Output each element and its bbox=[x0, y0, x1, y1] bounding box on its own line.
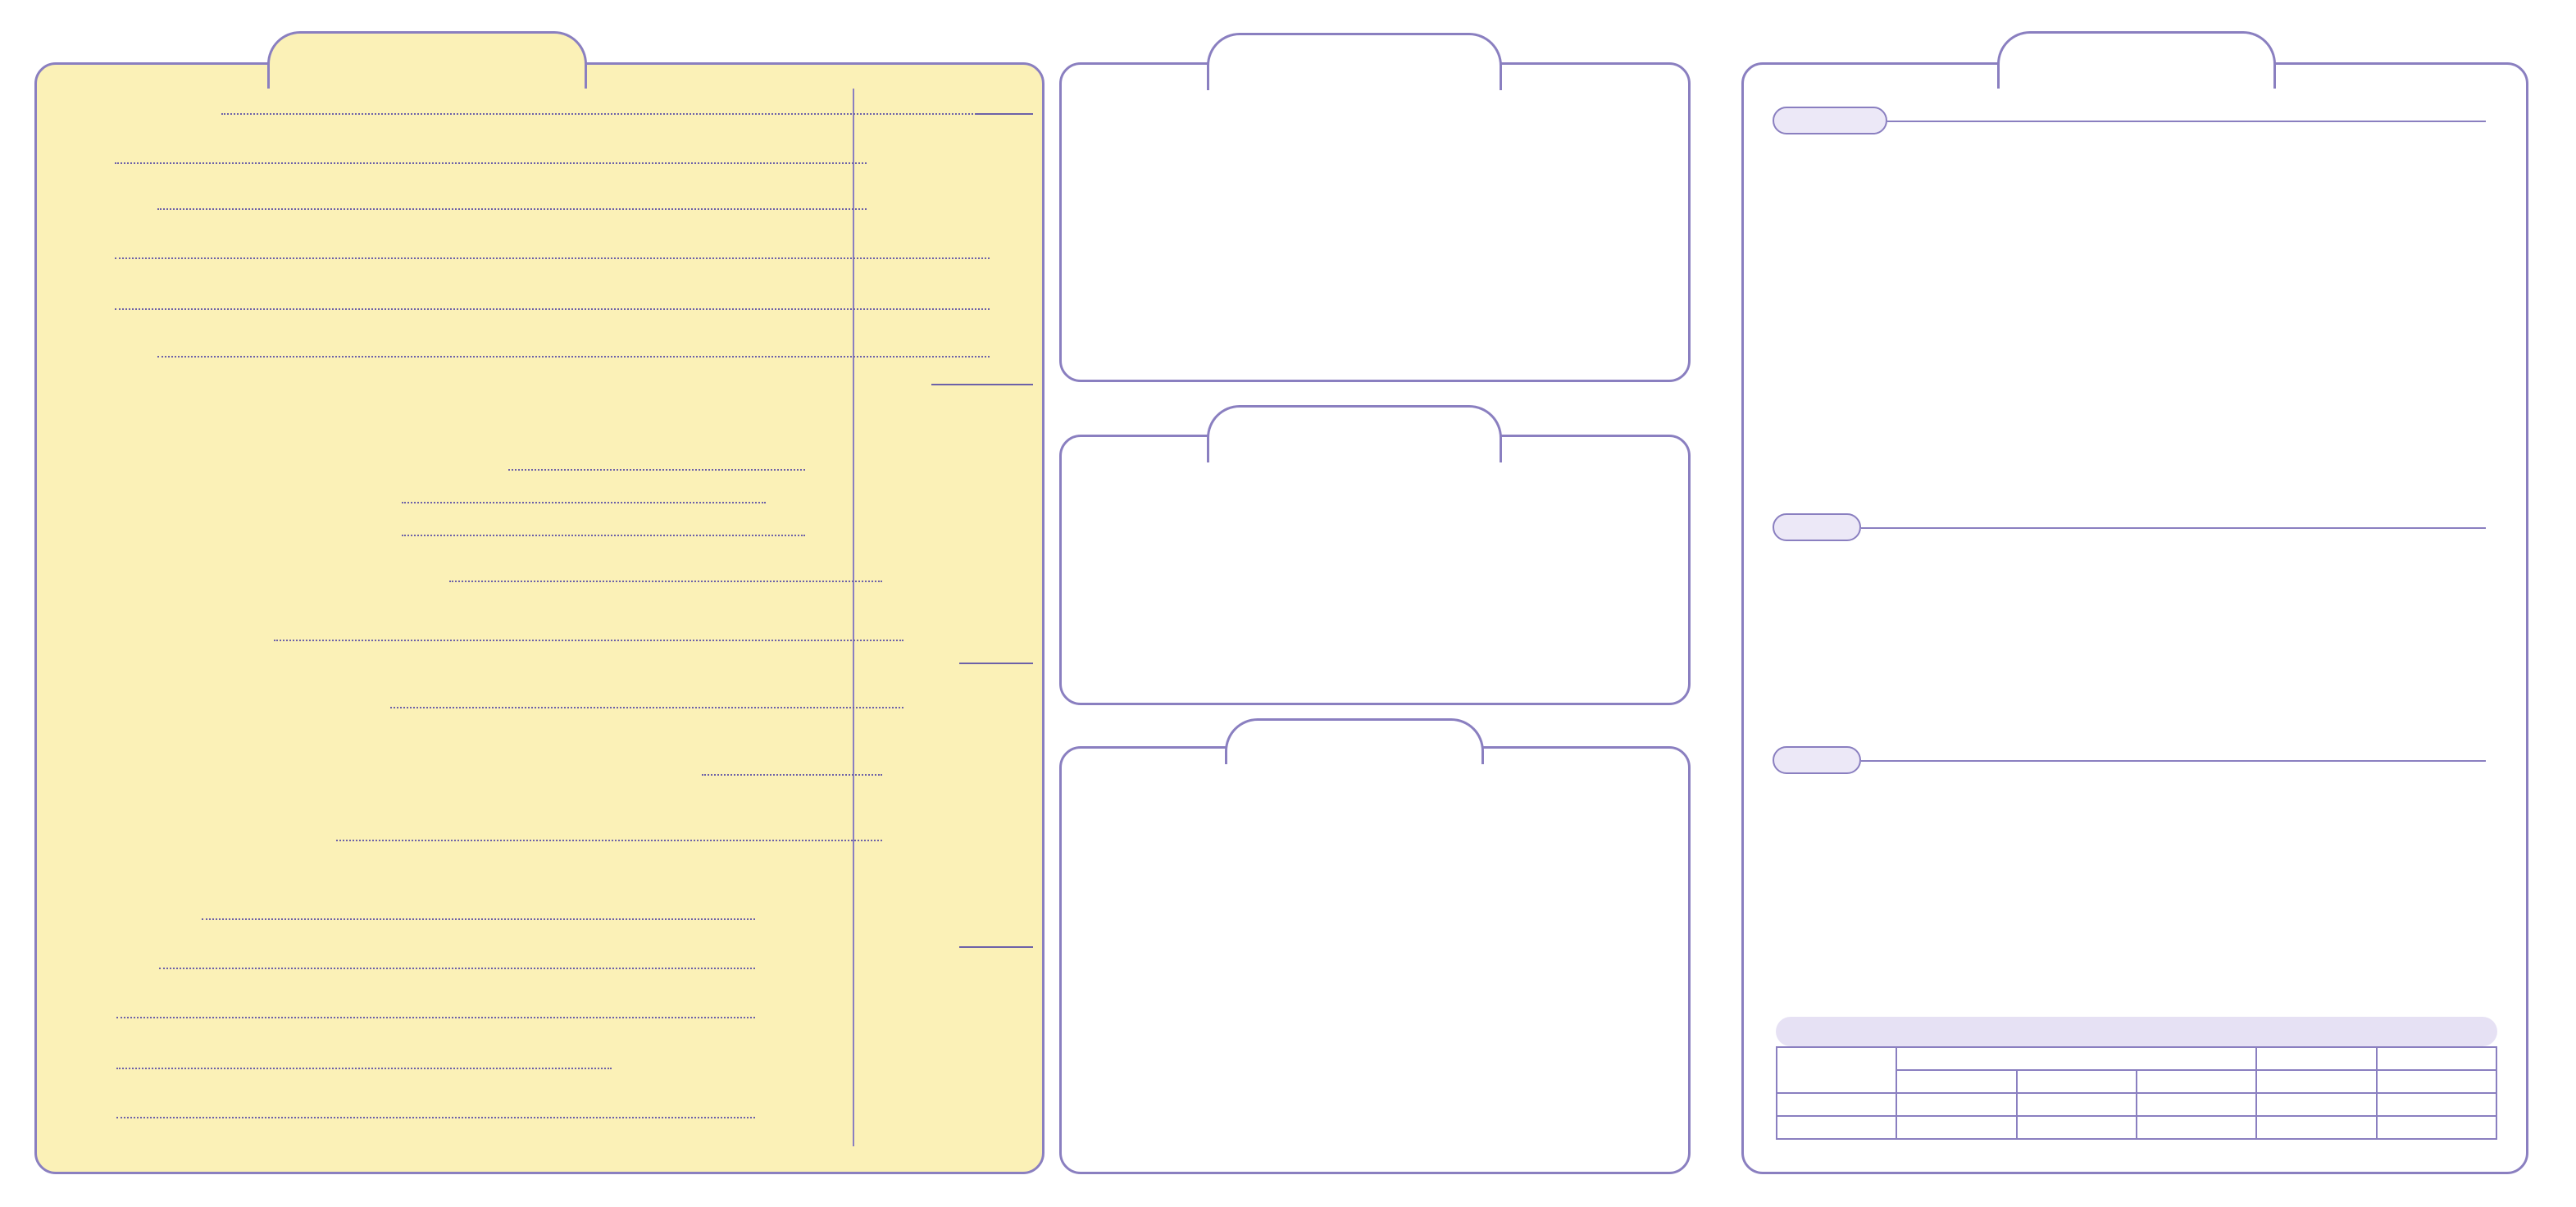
leader-dots bbox=[508, 469, 805, 471]
host-title-rule bbox=[931, 384, 1033, 385]
pt-cell bbox=[1896, 1093, 2016, 1116]
pt-h-2 bbox=[2017, 1070, 2137, 1093]
pt-cell bbox=[2017, 1093, 2137, 1116]
section-events-rule bbox=[1887, 121, 2486, 122]
friday-title-tab bbox=[1207, 405, 1502, 462]
pt-h-wed-date bbox=[2256, 1070, 2376, 1093]
section-notice bbox=[1773, 746, 1861, 774]
pt-cell bbox=[1777, 1093, 1896, 1116]
prayer-table-header bbox=[1776, 1017, 2497, 1046]
leader-dots bbox=[390, 707, 903, 708]
leader-dots bbox=[157, 356, 990, 358]
leader-dots bbox=[116, 1117, 755, 1118]
leader-dots bbox=[116, 1068, 612, 1069]
leader-dots bbox=[221, 113, 990, 115]
pt-h-1 bbox=[1896, 1070, 2016, 1093]
leader-dots bbox=[449, 581, 882, 582]
leader-dots bbox=[274, 640, 903, 641]
pt-h-sunday bbox=[1896, 1047, 2256, 1070]
pt-cell bbox=[2256, 1116, 2376, 1139]
section-recruit bbox=[1773, 513, 1861, 541]
pt-h-wed bbox=[2256, 1047, 2376, 1070]
leader-dots bbox=[402, 502, 766, 503]
pt-h-division bbox=[1777, 1047, 1896, 1093]
leader-dots bbox=[702, 774, 882, 776]
pt-cell bbox=[2377, 1093, 2496, 1116]
sunday-title-tab bbox=[267, 31, 587, 89]
pt-cell bbox=[1777, 1116, 1896, 1139]
wednesday-panel bbox=[1059, 62, 1691, 382]
leader-dots bbox=[157, 208, 867, 210]
pt-cell bbox=[2017, 1116, 2137, 1139]
section-notice-rule bbox=[1861, 760, 2486, 762]
regular-title-tab bbox=[1225, 718, 1484, 764]
pt-cell bbox=[2137, 1116, 2256, 1139]
sunday-panel bbox=[34, 62, 1045, 1174]
pt-cell bbox=[2377, 1116, 2496, 1139]
leader-dots bbox=[336, 840, 882, 841]
news-title-tab bbox=[1997, 31, 2276, 89]
friday-panel bbox=[1059, 435, 1691, 705]
leader-dots bbox=[116, 1017, 755, 1018]
pt-cell bbox=[2256, 1093, 2376, 1116]
leader-dots bbox=[202, 918, 755, 920]
pt-h-fri bbox=[2377, 1047, 2496, 1070]
leader-dots bbox=[402, 535, 805, 536]
pt-h-fri-date bbox=[2377, 1070, 2496, 1093]
leader-dots bbox=[159, 968, 755, 969]
off-title-rule bbox=[959, 946, 1033, 948]
news-panel bbox=[1741, 62, 2528, 1174]
pt-cell bbox=[1896, 1116, 2016, 1139]
regular-panel bbox=[1059, 746, 1691, 1174]
wednesday-title-tab bbox=[1207, 33, 1502, 90]
prayer-table bbox=[1776, 1046, 2497, 1140]
leader-dots bbox=[115, 308, 990, 310]
section-recruit-rule bbox=[1861, 527, 2486, 529]
pt-h-3 bbox=[2137, 1070, 2256, 1093]
leader-dots bbox=[115, 162, 867, 164]
section-events bbox=[1773, 107, 1887, 134]
pt-cell bbox=[2137, 1093, 2256, 1116]
leader-dots bbox=[115, 257, 990, 259]
rep-title-rule bbox=[959, 663, 1033, 664]
sunday-divider bbox=[853, 89, 854, 1146]
